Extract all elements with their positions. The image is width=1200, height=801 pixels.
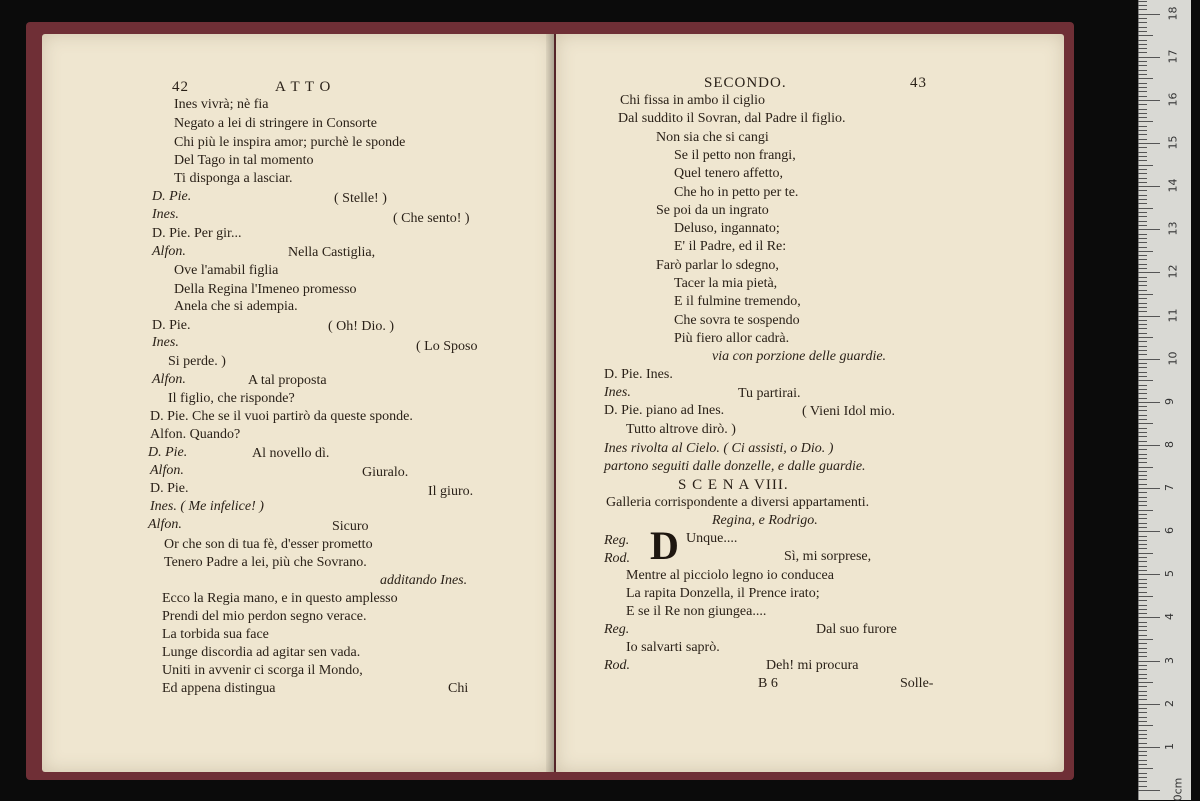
ruler-minor-tick — [1138, 665, 1147, 666]
text-line: Farò parlar lo sdegno, — [656, 258, 779, 273]
ruler-minor-tick — [1138, 768, 1153, 769]
text-line: A tal proposta — [248, 373, 327, 388]
speaker-label: Rod. — [604, 658, 631, 673]
text-line: Se poi da un ingrato — [656, 203, 769, 218]
speaker-label: Reg. — [604, 622, 630, 637]
ruler-minor-tick — [1138, 35, 1153, 36]
ruler-minor-tick — [1138, 454, 1147, 455]
ruler-minor-tick — [1138, 126, 1147, 127]
ruler-minor-tick — [1138, 449, 1147, 450]
ruler-minor-tick — [1138, 91, 1147, 92]
speaker-label: D. Pie. — [152, 318, 191, 333]
ruler-minor-tick — [1138, 160, 1147, 161]
ruler-minor-tick — [1138, 479, 1147, 480]
ruler-minor-tick — [1138, 203, 1147, 204]
ruler-minor-tick — [1138, 686, 1147, 687]
text-line: Giuralo. — [362, 465, 409, 480]
ruler-minor-tick — [1138, 786, 1147, 787]
ruler-minor-tick — [1138, 505, 1147, 506]
ruler-minor-tick — [1138, 652, 1147, 653]
ruler-minor-tick — [1138, 760, 1147, 761]
ruler-minor-tick — [1138, 691, 1147, 692]
ruler-minor-tick — [1138, 725, 1153, 726]
left-page-number: 42 — [172, 79, 189, 95]
ruler-minor-tick — [1138, 734, 1147, 735]
ruler-minor-tick — [1138, 751, 1147, 752]
ruler-minor-tick — [1138, 363, 1147, 364]
ruler-tick — [1138, 186, 1160, 187]
scene-setting: Galleria corrispondente a diversi appartamenti. — [606, 495, 870, 510]
speaker-label: Alfon. — [148, 517, 182, 532]
text-line: Ove l'amabil figlia — [174, 263, 279, 278]
ruler-minor-tick — [1138, 721, 1147, 722]
ruler-minor-tick — [1138, 346, 1147, 347]
text-line: Or che son di tua fè, d'esser prometto — [164, 537, 373, 552]
ruler-minor-tick — [1138, 324, 1147, 325]
ruler-minor-tick — [1138, 436, 1147, 437]
text-line: Tacer la mia pietà, — [674, 276, 778, 291]
ruler-label: 18 — [1166, 6, 1180, 21]
ruler-minor-tick — [1138, 121, 1153, 122]
ruler-minor-tick — [1138, 173, 1147, 174]
text-line: Deluso, ingannato; — [674, 221, 780, 236]
ruler-minor-tick — [1138, 372, 1147, 373]
text-line: Ti disponga a lasciar. — [174, 171, 293, 186]
ruler-minor-tick — [1138, 514, 1147, 515]
ruler-minor-tick — [1138, 152, 1147, 153]
ruler-label: 3 — [1163, 656, 1176, 664]
ruler-minor-tick — [1138, 738, 1147, 739]
text-line: Negato a lei di stringere in Consorte — [174, 116, 377, 131]
ruler-minor-tick — [1138, 169, 1147, 170]
speaker-label: D. Pie. — [150, 481, 189, 496]
ruler-minor-tick — [1138, 393, 1147, 394]
ruler-minor-tick — [1138, 639, 1153, 640]
ruler-minor-tick — [1138, 385, 1147, 386]
ruler-minor-tick — [1138, 781, 1147, 782]
ruler-minor-tick — [1138, 251, 1153, 252]
stage-direction: additando Ines. — [380, 573, 468, 588]
ruler-minor-tick — [1138, 221, 1147, 222]
ruler-minor-tick — [1138, 354, 1147, 355]
speaker-label: Ines. — [152, 207, 179, 222]
ruler-tick — [1138, 57, 1160, 58]
ruler-minor-tick — [1138, 259, 1147, 260]
stage-direction: via con porzione delle guardie. — [712, 349, 887, 364]
text-line: E il fulmine tremendo, — [674, 294, 801, 309]
ruler-tick — [1138, 100, 1160, 101]
ruler-minor-tick — [1138, 165, 1153, 166]
ruler-minor-tick — [1138, 212, 1147, 213]
text-line: Tutto altrove dirò. ) — [626, 422, 736, 437]
text-line: Dal suddito il Sovran, dal Padre il figlio. — [618, 111, 846, 126]
text-line: Alfon. Quando? — [150, 427, 241, 442]
text-line: Si perde. ) — [168, 354, 226, 369]
ruler-minor-tick — [1138, 518, 1147, 519]
text-line: Chi più le inspira amor; purchè le sponde — [174, 135, 406, 150]
ruler-minor-tick — [1138, 630, 1147, 631]
ruler-label: 14 — [1166, 178, 1180, 193]
ruler-minor-tick — [1138, 410, 1147, 411]
speaker-label: D. Pie. piano ad Ines. — [604, 403, 725, 418]
ruler-minor-tick — [1138, 242, 1147, 243]
ruler-minor-tick — [1138, 48, 1147, 49]
ruler-minor-tick — [1138, 674, 1147, 675]
ruler-label: 9 — [1163, 397, 1176, 405]
text-line: Del Tago in tal momento — [174, 153, 314, 168]
ruler-minor-tick — [1138, 337, 1153, 338]
ruler-minor-tick — [1138, 419, 1147, 420]
ruler-minor-tick — [1138, 31, 1147, 32]
ruler-minor-tick — [1138, 96, 1147, 97]
speaker-label: Rod. — [604, 551, 631, 566]
ruler-minor-tick — [1138, 367, 1147, 368]
ruler-minor-tick — [1138, 341, 1147, 342]
ruler-minor-tick — [1138, 510, 1153, 511]
text-line: D. Pie. Che se il vuoi partirò da queste sponde. — [150, 409, 413, 424]
signature-mark: B 6 — [758, 676, 778, 691]
ruler-minor-tick — [1138, 527, 1147, 528]
ruler-minor-tick — [1138, 109, 1147, 110]
ruler-tick — [1138, 531, 1160, 532]
speaker-label: D. Pie. — [152, 189, 192, 204]
ruler-minor-tick — [1138, 635, 1147, 636]
ruler-minor-tick — [1138, 1, 1147, 2]
ruler-minor-tick — [1138, 553, 1153, 554]
ruler-label: 8 — [1163, 440, 1176, 448]
ruler-label: 13 — [1166, 221, 1180, 236]
ruler-minor-tick — [1138, 712, 1147, 713]
ruler-minor-tick — [1138, 311, 1147, 312]
ruler-minor-tick — [1138, 328, 1147, 329]
ruler-minor-tick — [1138, 298, 1147, 299]
ruler-minor-tick — [1138, 264, 1147, 265]
ruler-tick — [1138, 316, 1160, 317]
ruler-label: 7 — [1163, 484, 1176, 492]
drop-cap: D — [650, 523, 679, 568]
ruler-minor-tick — [1138, 730, 1147, 731]
ruler-minor-tick — [1138, 467, 1153, 468]
ruler-minor-tick — [1138, 643, 1147, 644]
ruler-minor-tick — [1138, 501, 1147, 502]
text-line: Anela che si adempia. — [174, 299, 298, 314]
text-line: Non sia che si cangi — [656, 130, 769, 145]
ruler-minor-tick — [1138, 182, 1147, 183]
ruler-minor-tick — [1138, 18, 1147, 19]
ruler-minor-tick — [1138, 423, 1153, 424]
ruler-tick — [1138, 445, 1160, 446]
text-line: Prendi del mio perdon segno verace. — [162, 609, 367, 624]
ruler-minor-tick — [1138, 622, 1147, 623]
ruler-tick — [1138, 661, 1160, 662]
ruler-minor-tick — [1138, 484, 1147, 485]
ruler-minor-tick — [1138, 290, 1147, 291]
ruler-tick — [1138, 359, 1160, 360]
ruler-tick — [1138, 790, 1160, 791]
scene-characters: Regina, e Rodrigo. — [712, 513, 818, 528]
text-line: Dal suo furore — [816, 622, 897, 637]
ruler-minor-tick — [1138, 104, 1147, 105]
ruler-tick — [1138, 488, 1160, 489]
ruler-tick — [1138, 14, 1160, 15]
ruler-minor-tick — [1138, 225, 1147, 226]
ruler-minor-tick — [1138, 61, 1147, 62]
ruler-minor-tick — [1138, 678, 1147, 679]
ruler-minor-tick — [1138, 22, 1147, 23]
text-line: Ines vivrà; nè fia — [174, 97, 269, 112]
ruler-minor-tick — [1138, 428, 1147, 429]
ruler-minor-tick — [1138, 320, 1147, 321]
ruler-minor-tick — [1138, 613, 1147, 614]
ruler-minor-tick — [1138, 777, 1147, 778]
text-line: Della Regina l'Imeneo promesso — [174, 282, 357, 297]
ruler-minor-tick — [1138, 544, 1147, 545]
ruler-minor-tick — [1138, 475, 1147, 476]
text-line: Unque.... — [686, 531, 738, 546]
aside-text: ( Oh! Dio. ) — [328, 319, 395, 334]
text-line: Ines. ( Me infelice! ) — [150, 499, 264, 514]
text-line: E' il Padre, ed il Re: — [674, 239, 787, 254]
ruler-minor-tick — [1138, 605, 1147, 606]
ruler-minor-tick — [1138, 755, 1147, 756]
ruler-minor-tick — [1138, 27, 1147, 28]
ruler-minor-tick — [1138, 195, 1147, 196]
speaker-label: Alfon. — [150, 463, 184, 478]
ruler-minor-tick — [1138, 656, 1147, 657]
aside-text: ( Vieni Idol mio. — [802, 404, 896, 419]
text-line: La torbida sua face — [162, 627, 269, 642]
ruler-minor-tick — [1138, 234, 1147, 235]
ruler-minor-tick — [1138, 695, 1147, 696]
ruler-minor-tick — [1138, 699, 1147, 700]
ruler-minor-tick — [1138, 600, 1147, 601]
ruler-minor-tick — [1138, 380, 1153, 381]
text-line: Ecco la Regia mano, e in questo amplesso — [162, 591, 398, 606]
ruler-minor-tick — [1138, 398, 1147, 399]
ruler-tick — [1138, 229, 1160, 230]
ruler-minor-tick — [1138, 147, 1147, 148]
ruler-tick — [1138, 747, 1160, 748]
text-line: E se il Re non giungea.... — [626, 604, 767, 619]
ruler-label: 5 — [1163, 570, 1176, 578]
ruler-minor-tick — [1138, 190, 1147, 191]
ruler-minor-tick — [1138, 471, 1147, 472]
ruler-minor-tick — [1138, 432, 1147, 433]
text-line: Quel tenero affetto, — [674, 166, 783, 181]
speaker-label: D. Pie. — [148, 445, 188, 460]
ruler-label: 2 — [1163, 699, 1176, 707]
ruler-minor-tick — [1138, 561, 1147, 562]
ruler-minor-tick — [1138, 497, 1147, 498]
ruler-minor-tick — [1138, 40, 1147, 41]
ruler-tick — [1138, 574, 1160, 575]
text-line: Sì, mi sorprese, — [784, 549, 872, 564]
ruler-minor-tick — [1138, 139, 1147, 140]
ruler-minor-tick — [1138, 9, 1147, 10]
right-page-number: 43 — [910, 75, 927, 91]
ruler-label: 15 — [1166, 135, 1180, 150]
ruler-tick — [1138, 704, 1160, 705]
aside-text: ( Lo Sposo — [416, 339, 478, 354]
ruler-minor-tick — [1138, 415, 1147, 416]
ruler-minor-tick — [1138, 307, 1147, 308]
ruler-minor-tick — [1138, 113, 1147, 114]
text-line: Che ho in petto per te. — [674, 185, 799, 200]
ruler-minor-tick — [1138, 557, 1147, 558]
ruler-minor-tick — [1138, 669, 1147, 670]
ruler-tick — [1138, 617, 1160, 618]
text-line: Tu partirai. — [738, 386, 801, 401]
ruler-minor-tick — [1138, 462, 1147, 463]
ruler-label: 1 — [1163, 742, 1176, 750]
text-line: Sicuro — [332, 519, 369, 534]
ruler-minor-tick — [1138, 156, 1147, 157]
ruler-minor-tick — [1138, 773, 1147, 774]
ruler-minor-tick — [1138, 134, 1147, 135]
scene-heading: S C E N A VIII. — [678, 477, 789, 493]
ruler-minor-tick — [1138, 303, 1147, 304]
left-running-head: A T T O — [275, 79, 332, 95]
ruler-minor-tick — [1138, 596, 1153, 597]
ruler-minor-tick — [1138, 350, 1147, 351]
ruler-minor-tick — [1138, 587, 1147, 588]
text-line: Tenero Padre a lei, più che Sovrano. — [164, 555, 367, 570]
text-line: Io salvarti saprò. — [626, 640, 720, 655]
text-line: Nella Castiglia, — [288, 245, 376, 260]
text-line: Mentre al picciolo legno io conducea — [626, 568, 834, 583]
ruler-minor-tick — [1138, 178, 1147, 179]
ruler-minor-tick — [1138, 523, 1147, 524]
ruler-label: 12 — [1166, 264, 1180, 279]
ruler-minor-tick — [1138, 592, 1147, 593]
ruler-minor-tick — [1138, 566, 1147, 567]
ruler-minor-tick — [1138, 87, 1147, 88]
ruler-minor-tick — [1138, 130, 1147, 131]
aside-text: ( Che sento! ) — [393, 211, 470, 226]
ruler-label: 4 — [1163, 613, 1176, 621]
ruler-tick — [1138, 143, 1160, 144]
ruler-minor-tick — [1138, 609, 1147, 610]
ruler-minor-tick — [1138, 277, 1147, 278]
text-line: Il figlio, che risponde? — [168, 391, 295, 406]
ruler-minor-tick — [1138, 708, 1147, 709]
ruler-minor-tick — [1138, 199, 1147, 200]
ruler-minor-tick — [1138, 65, 1147, 66]
ruler-label: 0cm — [1171, 777, 1185, 801]
ruler-minor-tick — [1138, 717, 1147, 718]
ruler-minor-tick — [1138, 441, 1147, 442]
ruler-minor-tick — [1138, 74, 1147, 75]
stage-direction: Ines rivolta al Cielo. ( Ci assisti, o Dio. ) — [604, 441, 834, 456]
ruler-minor-tick — [1138, 458, 1147, 459]
speaker-label: Alfon. — [152, 244, 186, 259]
ruler-tick — [1138, 402, 1160, 403]
ruler-minor-tick — [1138, 294, 1153, 295]
text-line: Deh! mi procura — [766, 658, 859, 673]
ruler-minor-tick — [1138, 579, 1147, 580]
speaker-label: Reg. — [604, 533, 630, 548]
ruler-minor-tick — [1138, 540, 1147, 541]
ruler-minor-tick — [1138, 406, 1147, 407]
ruler-label: 17 — [1166, 49, 1180, 64]
ruler-minor-tick — [1138, 238, 1147, 239]
ruler-minor-tick — [1138, 648, 1147, 649]
ruler-minor-tick — [1138, 333, 1147, 334]
ruler-minor-tick — [1138, 389, 1147, 390]
ruler-minor-tick — [1138, 376, 1147, 377]
catchword: Solle- — [900, 676, 934, 691]
text-line: Ed appena distingua — [162, 681, 276, 696]
aside-text: ( Stelle! ) — [334, 191, 387, 206]
ruler-minor-tick — [1138, 281, 1147, 282]
ruler-minor-tick — [1138, 83, 1147, 84]
text-line: Più fiero allor cadrà. — [674, 331, 790, 346]
ruler-minor-tick — [1138, 570, 1147, 571]
text-line: Che sovra te sospendo — [674, 313, 800, 328]
text-line: Al novello dì. — [252, 446, 330, 461]
ruler-minor-tick — [1138, 70, 1147, 71]
stage-direction: partono seguiti dalle donzelle, e dalle guardie. — [604, 459, 866, 474]
ruler-minor-tick — [1138, 682, 1153, 683]
ruler-minor-tick — [1138, 52, 1147, 53]
ruler-minor-tick — [1138, 268, 1147, 269]
ruler-label: 11 — [1166, 308, 1180, 323]
text-line: Chi fissa in ambo il ciglio — [620, 93, 766, 108]
ruler-minor-tick — [1138, 492, 1147, 493]
speaker-label: Ines. — [604, 385, 631, 400]
ruler-minor-tick — [1138, 255, 1147, 256]
text-line: Se il petto non frangi, — [674, 148, 796, 163]
right-running-head: SECONDO. — [704, 75, 787, 91]
ruler-label: 10 — [1166, 351, 1180, 366]
ruler-minor-tick — [1138, 247, 1147, 248]
ruler-minor-tick — [1138, 78, 1153, 79]
ruler-minor-tick — [1138, 536, 1147, 537]
speaker-label: Alfon. — [152, 372, 186, 387]
text-line: D. Pie. Ines. — [604, 367, 673, 382]
text-line: Uniti in avvenir ci scorga il Mondo, — [162, 663, 363, 678]
ruler-minor-tick — [1138, 548, 1147, 549]
ruler-minor-tick — [1138, 117, 1147, 118]
ruler-minor-tick — [1138, 44, 1147, 45]
ruler-label: 16 — [1166, 92, 1180, 107]
ruler-minor-tick — [1138, 583, 1147, 584]
text-line: Il giuro. — [428, 484, 474, 499]
ruler-label: 6 — [1163, 527, 1176, 535]
text-line: Lunge discordia ad agitar sen vada. — [162, 645, 361, 660]
ruler-minor-tick — [1138, 626, 1147, 627]
ruler-minor-tick — [1138, 216, 1147, 217]
speaker-label: Ines. — [152, 335, 179, 350]
ruler-minor-tick — [1138, 743, 1147, 744]
ruler-minor-tick — [1138, 208, 1153, 209]
catchword: Chi — [448, 681, 469, 696]
ruler-minor-tick — [1138, 5, 1147, 6]
ruler-tick — [1138, 272, 1160, 273]
ruler-minor-tick — [1138, 764, 1147, 765]
text-line: D. Pie. Per gir... — [152, 226, 242, 241]
text-line: La rapita Donzella, il Prence irato; — [626, 586, 820, 601]
ruler-minor-tick — [1138, 285, 1147, 286]
